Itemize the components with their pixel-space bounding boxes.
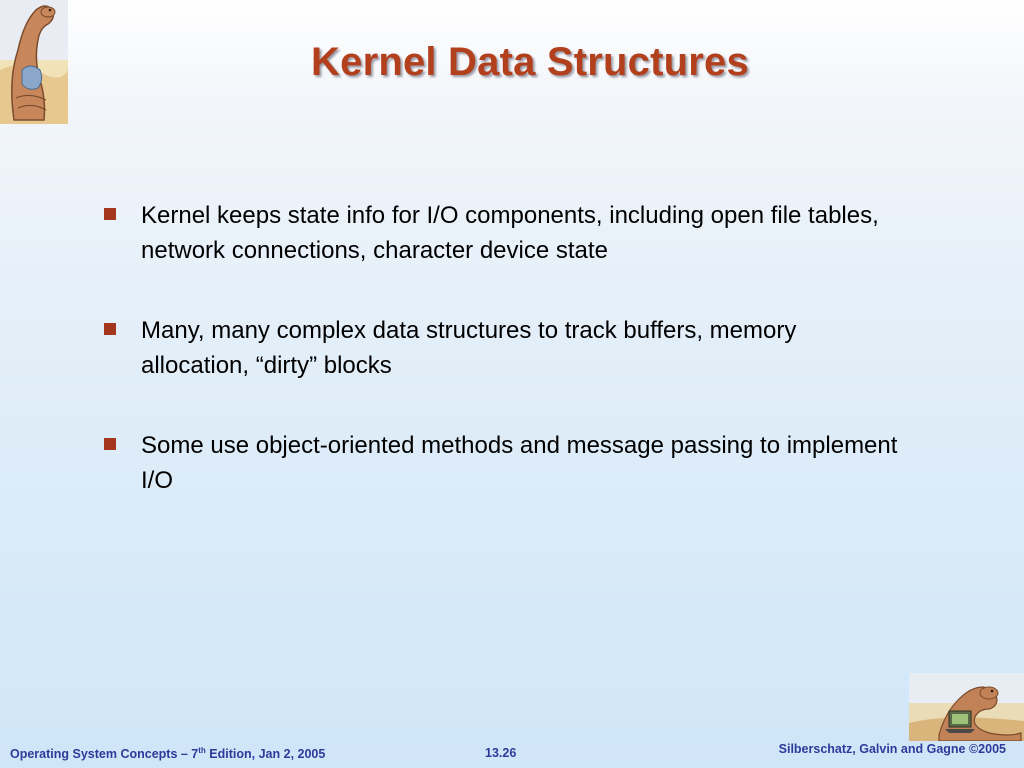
square-bullet-icon [104,323,116,335]
bullet-item [104,198,904,268]
footer-book-info [10,746,325,761]
footer-authors: Silberschatz, Galvin and Gagne ©2005 [778,742,1006,756]
bullet-item [104,313,904,383]
footer-page-number: 13.26 [485,746,517,760]
footer-book-suffix: Edition, Jan 2, 2005 [205,747,326,762]
dinosaur-laptop-logo-icon [909,673,1024,741]
bullet-list [104,198,904,543]
bullet-text: Some use object-oriented methods and message passing to implement I/O [141,432,898,494]
footer-book-superscript: th [198,746,206,755]
square-bullet-icon [104,208,116,220]
square-bullet-icon [104,438,116,450]
bullet-text: Many, many complex data structures to track buffers, memory allocation, “dirty” blocks [141,317,797,379]
bullet-item [104,428,904,498]
bullet-text: Kernel keeps state info for I/O components, including open file tables, network connections, character device state [141,202,879,264]
slide-title: Kernel Data Structures [311,40,749,84]
footer-book-prefix: Operating System Concepts – 7 [10,747,199,762]
